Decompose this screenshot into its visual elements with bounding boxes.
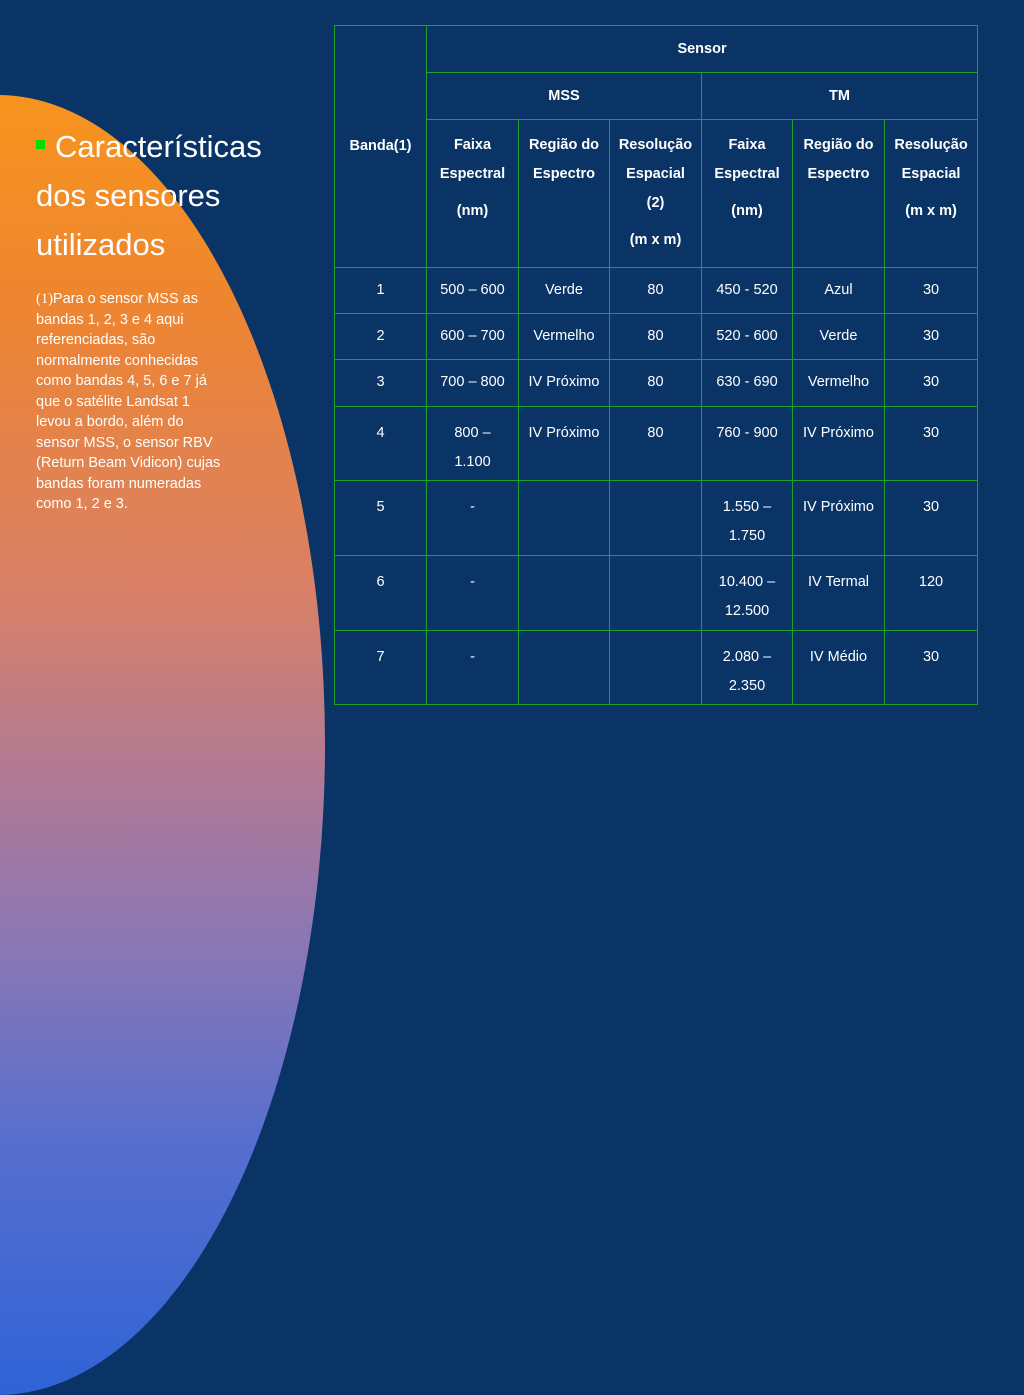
tm-regiao-cell: Azul bbox=[793, 268, 885, 314]
tm-faixa-cell: 520 - 600 bbox=[702, 314, 793, 360]
mss-res-cell: 80 bbox=[610, 360, 702, 406]
tm-res-cell: 30 bbox=[885, 406, 978, 480]
mss-regiao-cell: IV Próximo bbox=[519, 406, 610, 480]
banda-header: Banda(1) bbox=[335, 26, 427, 268]
tm-res-cell: 30 bbox=[885, 480, 978, 555]
tm-regiao-cell: IV Próximo bbox=[793, 406, 885, 480]
tm-res-cell: 30 bbox=[885, 630, 978, 704]
mss-faixa-cell: 700 – 800 bbox=[427, 360, 519, 406]
mss-faixa-cell: 500 – 600 bbox=[427, 268, 519, 314]
table-row bbox=[335, 360, 978, 406]
footnote-text: Para o sensor MSS as bandas 1, 2, 3 e 4 aqui referenciadas, são normalmente conhecidas como bandas 4, 5, 6 e 7 já que o satélite Landsat 1 levou a bordo, além do sensor MSS, o sensor RBV (Return Beam Vidicon) cujas bandas foram numeradas como 1, 2 e 3. bbox=[36, 291, 221, 512]
mss-regiao-cell: IV Próximo bbox=[519, 360, 610, 406]
footnote bbox=[36, 289, 226, 515]
sensor-table bbox=[334, 25, 978, 705]
slide-heading bbox=[36, 122, 316, 269]
tm-header: TM bbox=[702, 73, 978, 120]
table-row bbox=[335, 480, 978, 555]
tm-faixa-header: Faixa Espectral (nm) bbox=[702, 120, 793, 268]
table-row bbox=[335, 268, 978, 314]
banda-cell: 3 bbox=[335, 360, 427, 406]
tm-resolucao-header: Resolução Espacial (m x m) bbox=[885, 120, 978, 268]
mss-res-cell bbox=[610, 630, 702, 704]
tm-regiao-cell: IV Termal bbox=[793, 555, 885, 630]
table-row bbox=[335, 630, 978, 704]
sensor-header: Sensor bbox=[427, 26, 978, 73]
tm-res-cell: 30 bbox=[885, 314, 978, 360]
mss-regiao-cell: Vermelho bbox=[519, 314, 610, 360]
banda-cell: 5 bbox=[335, 480, 427, 555]
tm-res-cell: 30 bbox=[885, 268, 978, 314]
mss-regiao-header: Região do Espectro bbox=[519, 120, 610, 268]
tm-regiao-cell: IV Médio bbox=[793, 630, 885, 704]
heading-text: Características dos sensores utilizados bbox=[36, 129, 262, 262]
banda-cell: 1 bbox=[335, 268, 427, 314]
tm-faixa-cell: 2.080 – 2.350 bbox=[702, 630, 793, 704]
mss-faixa-cell: - bbox=[427, 480, 519, 555]
banda-cell: 7 bbox=[335, 630, 427, 704]
mss-res-cell: 80 bbox=[610, 268, 702, 314]
mss-resolucao-header: Resolução Espacial (2) (m x m) bbox=[610, 120, 702, 268]
mss-faixa-cell: - bbox=[427, 630, 519, 704]
tm-faixa-cell: 450 - 520 bbox=[702, 268, 793, 314]
tm-faixa-cell: 760 - 900 bbox=[702, 406, 793, 480]
mss-regiao-cell bbox=[519, 555, 610, 630]
tm-regiao-header: Região do Espectro bbox=[793, 120, 885, 268]
bullet-square-icon bbox=[36, 140, 45, 149]
mss-faixa-header: Faixa Espectral (nm) bbox=[427, 120, 519, 268]
tm-regiao-cell: IV Próximo bbox=[793, 480, 885, 555]
mss-faixa-cell: - bbox=[427, 555, 519, 630]
mss-res-cell: 80 bbox=[610, 406, 702, 480]
banda-cell: 2 bbox=[335, 314, 427, 360]
banda-cell: 6 bbox=[335, 555, 427, 630]
table-row bbox=[335, 314, 978, 360]
mss-regiao-cell bbox=[519, 630, 610, 704]
tm-regiao-cell: Vermelho bbox=[793, 360, 885, 406]
tm-res-cell: 30 bbox=[885, 360, 978, 406]
footnote-marker: (1) bbox=[36, 291, 53, 307]
mss-header: MSS bbox=[427, 73, 702, 120]
table-row bbox=[335, 406, 978, 480]
tm-faixa-cell: 1.550 – 1.750 bbox=[702, 480, 793, 555]
mss-res-cell bbox=[610, 555, 702, 630]
tm-faixa-cell: 630 - 690 bbox=[702, 360, 793, 406]
mss-regiao-cell: Verde bbox=[519, 268, 610, 314]
tm-faixa-cell: 10.400 – 12.500 bbox=[702, 555, 793, 630]
table-row bbox=[335, 555, 978, 630]
mss-res-cell: 80 bbox=[610, 314, 702, 360]
tm-res-cell: 120 bbox=[885, 555, 978, 630]
mss-faixa-cell: 800 – 1.100 bbox=[427, 406, 519, 480]
mss-regiao-cell bbox=[519, 480, 610, 555]
mss-res-cell bbox=[610, 480, 702, 555]
tm-regiao-cell: Verde bbox=[793, 314, 885, 360]
banda-cell: 4 bbox=[335, 406, 427, 480]
mss-faixa-cell: 600 – 700 bbox=[427, 314, 519, 360]
